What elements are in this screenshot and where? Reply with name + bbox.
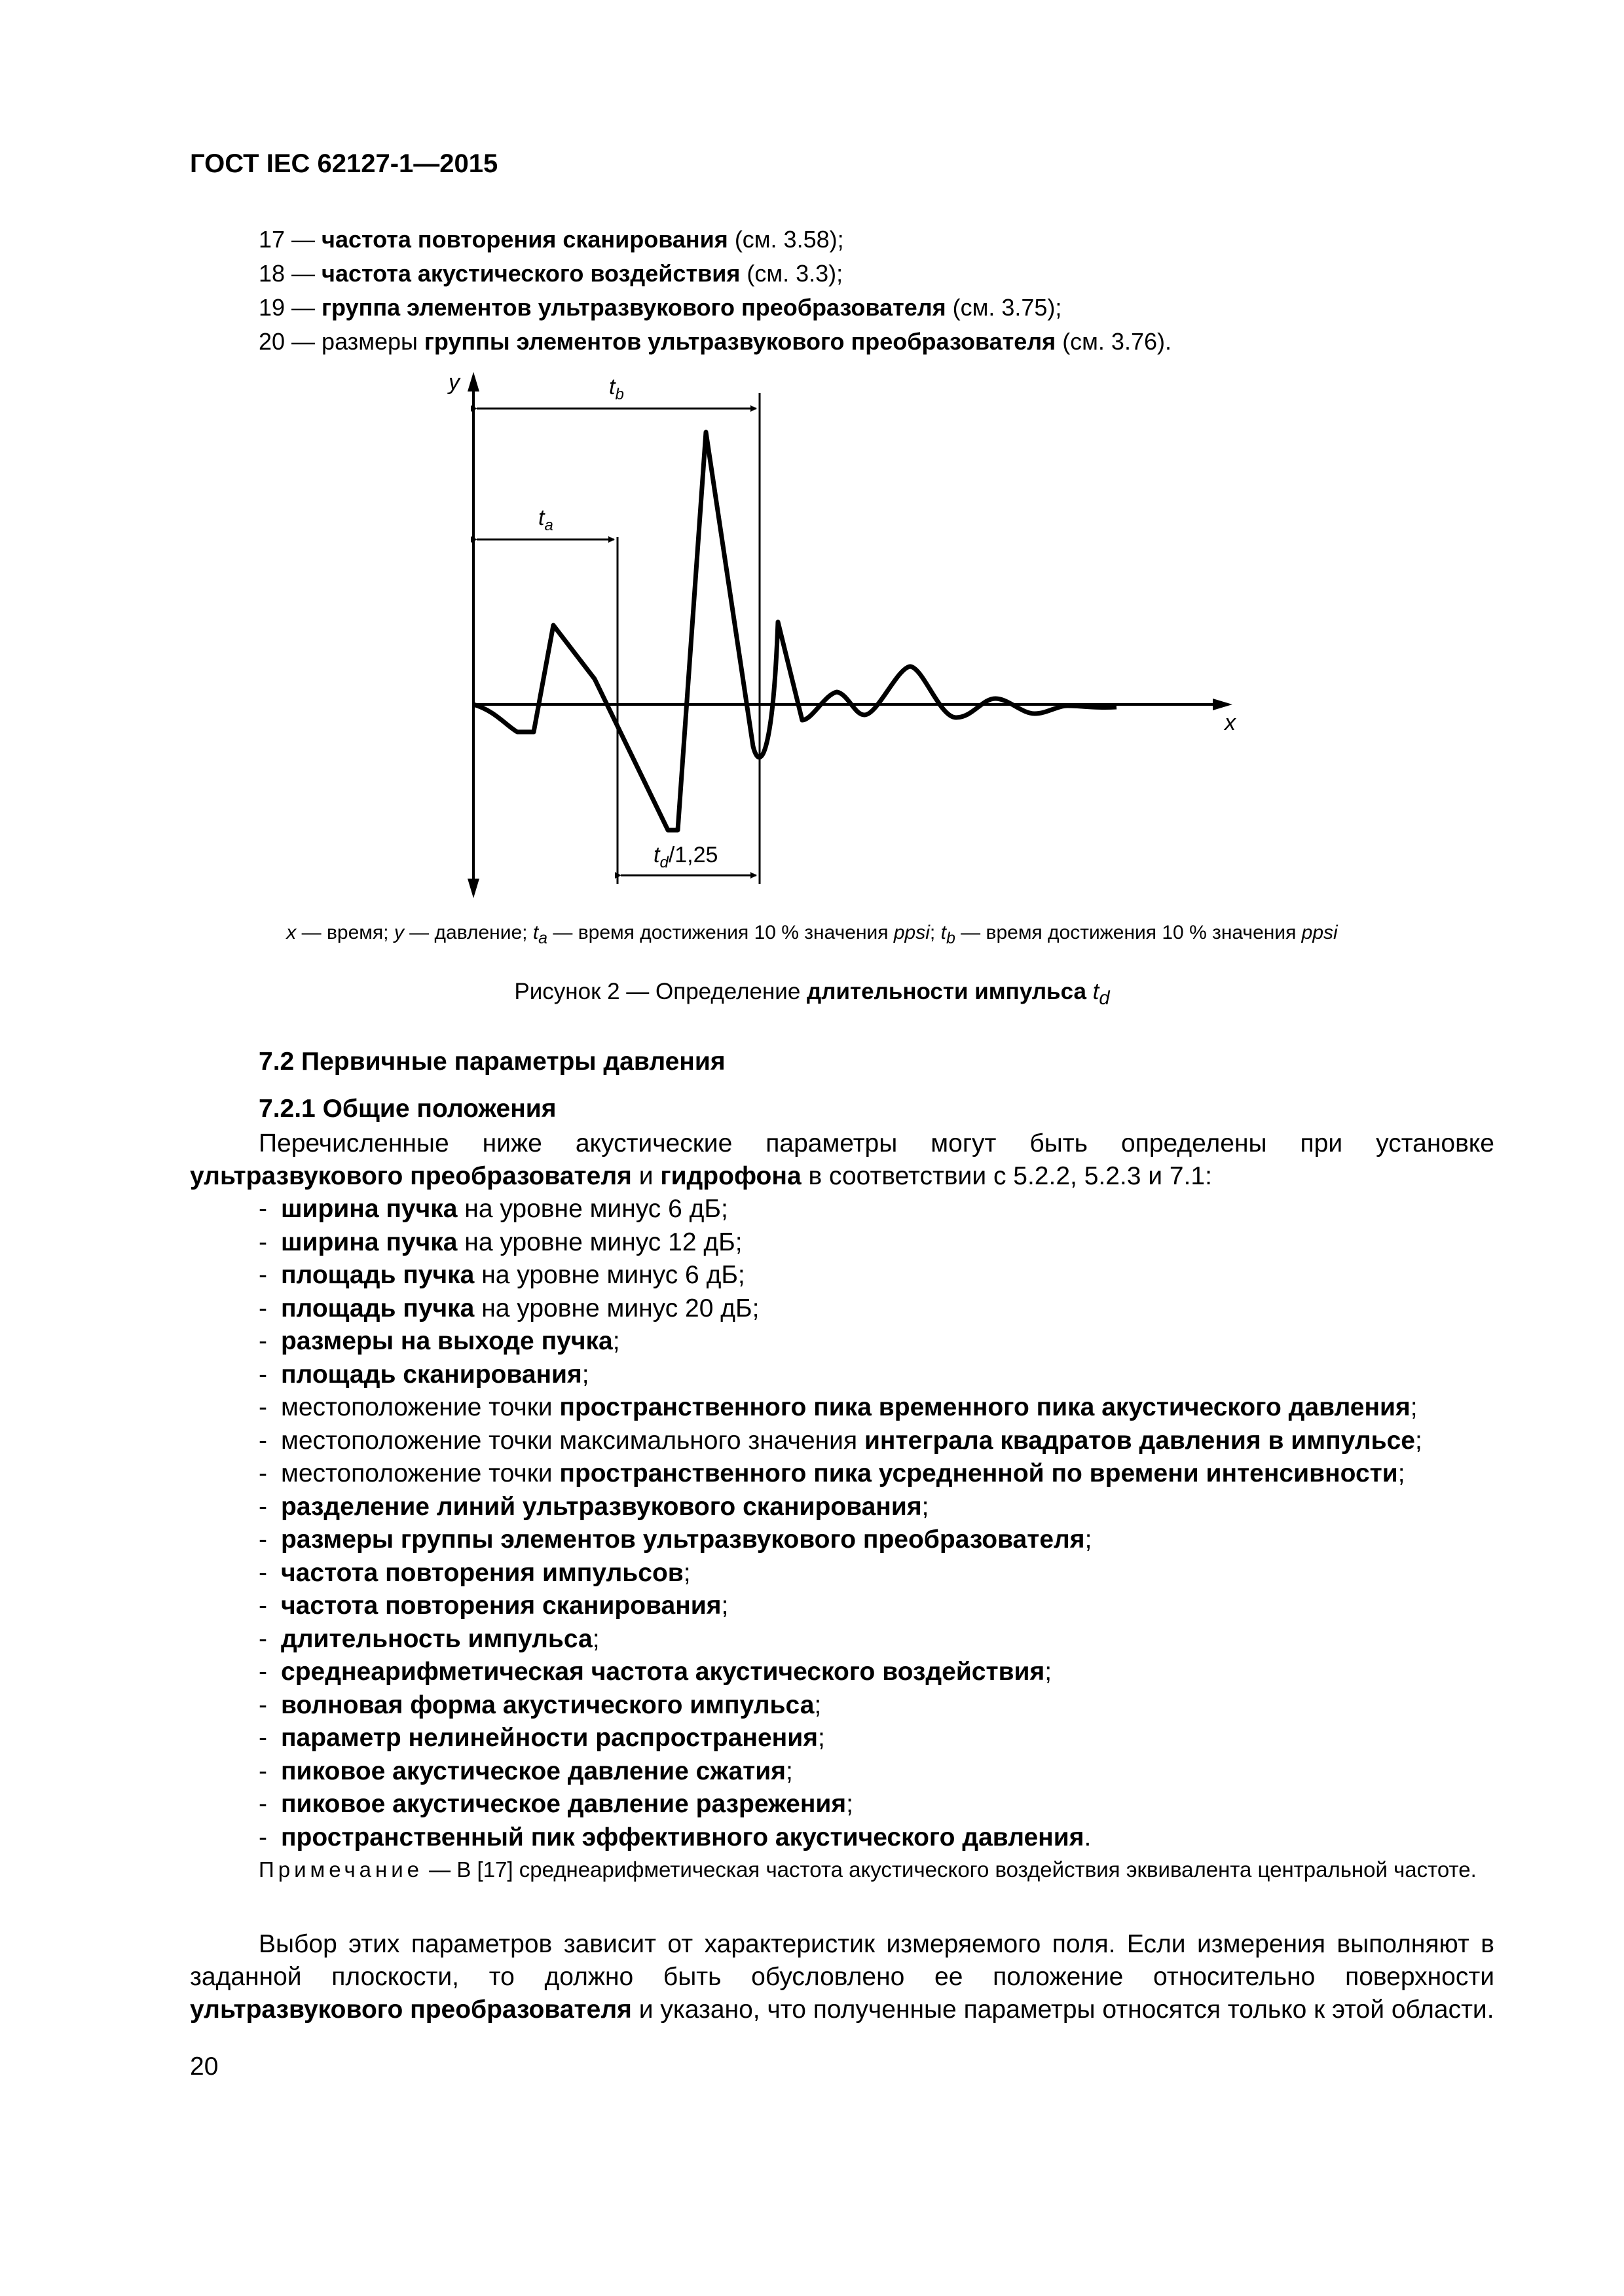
- y-axis-label: y: [449, 370, 460, 395]
- figure-caption: Рисунок 2 — Определение длительности импульса $t_d$: [514, 979, 1110, 1009]
- legend-item: 19 — группа элементов ультразвукового преобразователя (см. 3.75);: [259, 294, 1062, 321]
- list-item: - местоположение точки максимального значения интеграла квадратов давления в импульсе;: [259, 1426, 1422, 1455]
- list-item: - площадь пучка на уровне минус 6 дБ;: [259, 1261, 745, 1289]
- list-item: - площадь пучка на уровне минус 20 дБ;: [259, 1294, 760, 1322]
- pulse-waveform: [473, 432, 1116, 830]
- tb-label: $t_b$: [609, 374, 624, 403]
- pulse-duration-figure: [419, 354, 1310, 917]
- legend-item: 20 — размеры группы элементов ультразвукового преобразователя (см. 3.76).: [259, 328, 1172, 355]
- page-number: 20: [190, 2052, 219, 2081]
- list-item: - среднеарифметическая частота акустического воздействия;: [259, 1658, 1052, 1686]
- legend-item: 17 — частота повторения сканирования (см. 3.58);: [259, 226, 844, 253]
- note-paragraph: Примечание — В [17] среднеарифметическая частота акустического воздействия эквивалента центральной частоте.: [259, 1857, 1477, 1882]
- figure-legend-continued: [259, 223, 1172, 359]
- list-item: - параметр нелинейности распространения;: [259, 1724, 825, 1752]
- list-item: - ширина пучка на уровне минус 12 дБ;: [259, 1228, 743, 1256]
- figure-key: x — время; y — давление; $t_a$ — время достижения 10 % значения ppsi; $t_b$ — время достижения 10 % значения ppsi: [286, 922, 1338, 947]
- list-item: - волновая форма акустического импульса;: [259, 1690, 822, 1719]
- ta-label: $t_a$: [538, 505, 553, 534]
- section-heading-7-2-1: 7.2.1 Общие положения: [259, 1095, 557, 1123]
- x-axis-label: x: [1225, 710, 1236, 735]
- list-item: - размеры на выходе пучка;: [259, 1327, 620, 1355]
- list-item: - площадь сканирования;: [259, 1360, 589, 1389]
- y-axis-arrow-down: [468, 879, 479, 898]
- parameter-list: [259, 1193, 1422, 1854]
- x-axis-arrow: [1213, 699, 1232, 710]
- paragraph-intro: Перечисленные ниже акустические параметры могут быть определены при установке ультразвукового преобразователя и гидрофона в соответствии с 5.2.2, 5.2.3 и 7.1:: [190, 1129, 1494, 1190]
- list-item: - ширина пучка на уровне минус 6 дБ;: [259, 1195, 728, 1223]
- td-label: $t_d/1,25$: [654, 843, 718, 871]
- list-item: - длительность импульса;: [259, 1624, 600, 1653]
- paragraph-selection: Выбор этих параметров зависит от характеристик измеряемого поля. Если измерения выполняют в заданной плоскости, то должно быть обусловлено ее положение относительно поверхности ультразвукового преобразователя и указано, что полученные параметры относятся только к этой области.: [190, 1930, 1494, 2024]
- list-item: - пространственный пик эффективного акустического давления.: [259, 1823, 1092, 1851]
- list-item: - местоположение точки пространственного пика временного пика акустического давления;: [259, 1393, 1418, 1421]
- y-axis-arrow-up: [468, 372, 479, 392]
- pulse-waveform-diagram: [419, 354, 1310, 917]
- document-header: ГОСТ IEC 62127-1—2015: [190, 149, 498, 178]
- list-item: - пиковое акустическое давление разрежения;: [259, 1790, 853, 1818]
- section-heading-7-2: 7.2 Первичные параметры давления: [259, 1048, 726, 1076]
- list-item: - пиковое акустическое давление сжатия;: [259, 1757, 793, 1785]
- list-item: - разделение линий ультразвукового сканирования;: [259, 1492, 929, 1521]
- list-item: - частота повторения импульсов;: [259, 1558, 691, 1587]
- legend-item: 18 — частота акустического воздействия (см. 3.3);: [259, 260, 843, 287]
- list-item: - частота повторения сканирования;: [259, 1592, 729, 1620]
- list-item: - местоположение точки пространственного пика усредненной по времени интенсивности;: [259, 1459, 1405, 1487]
- list-item: - размеры группы элементов ультразвукового преобразователя;: [259, 1525, 1092, 1554]
